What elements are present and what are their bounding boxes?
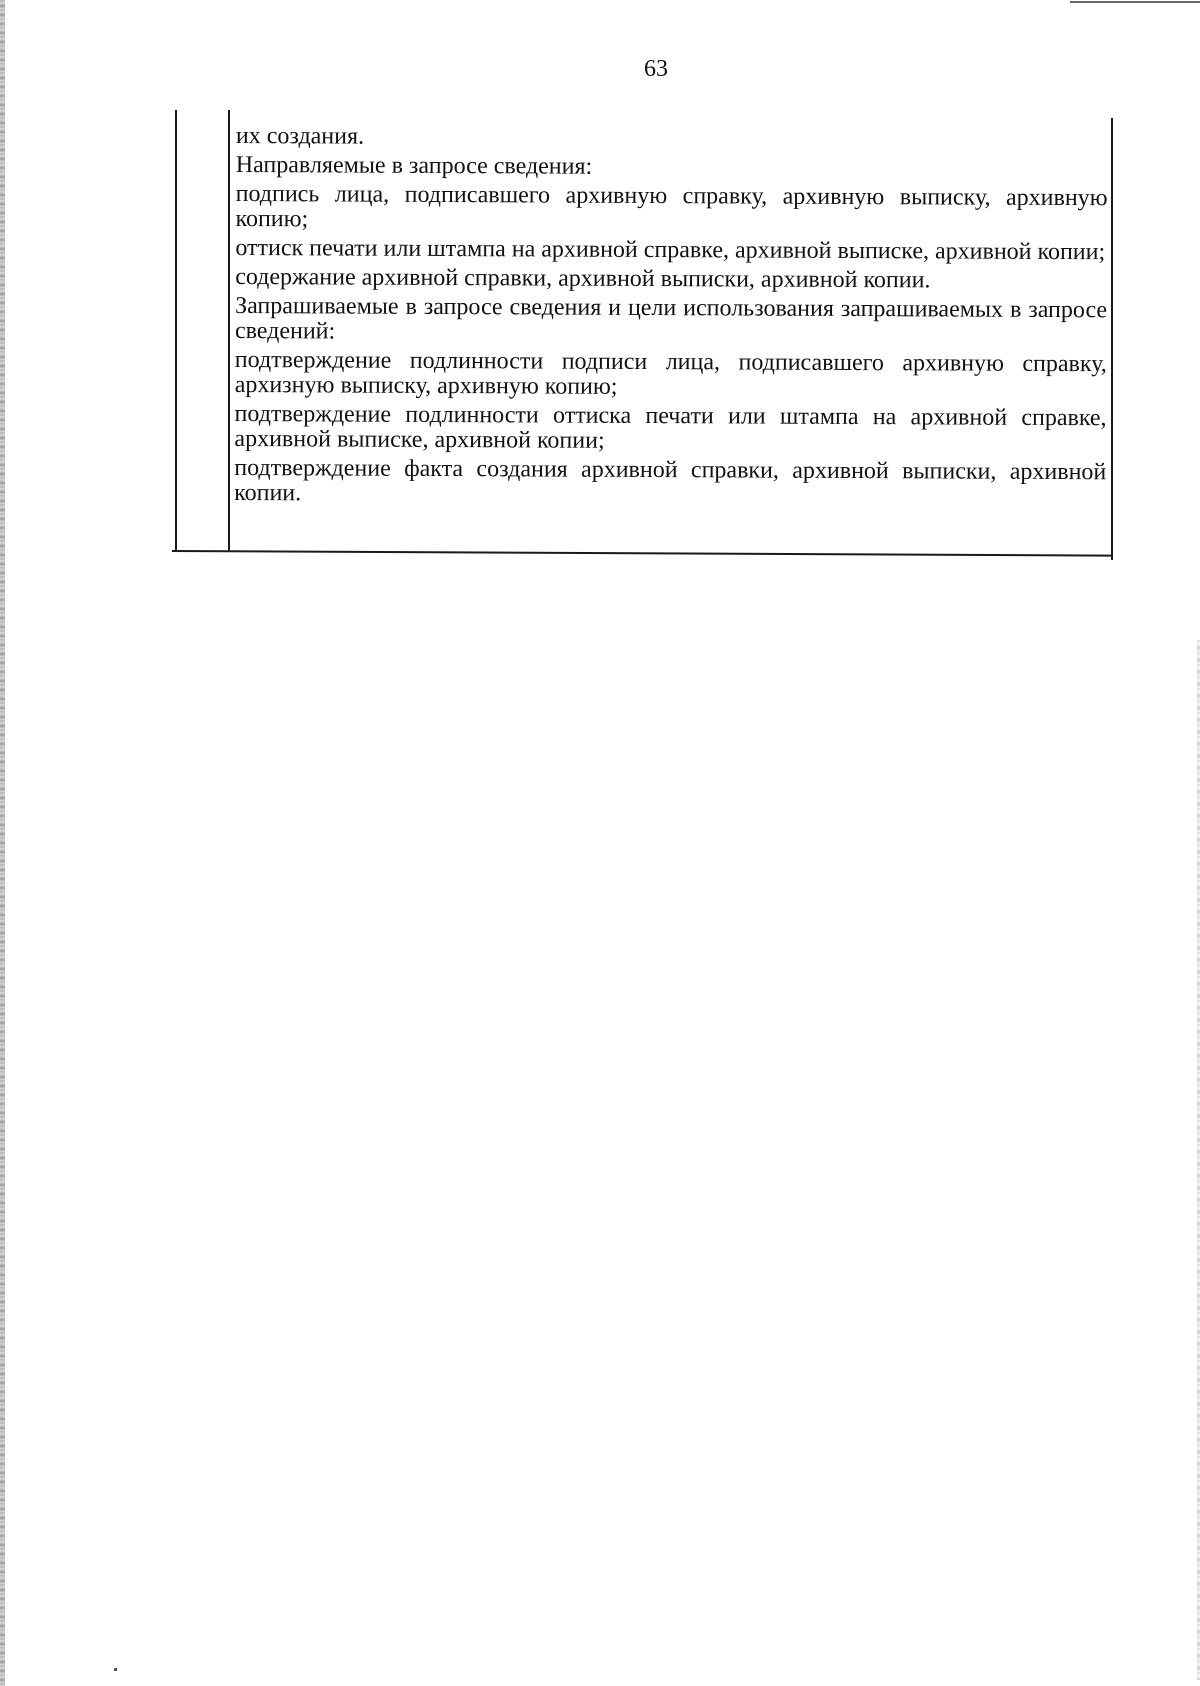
- paragraph-confirm-signature: подтверждение подлинности подписи лица, подписавшего архивную справку, архизную выписку, архивную копию;: [234, 346, 1107, 400]
- paragraph-stamp: оттиск печати или штампа на архивной справке, архивной выписке, архивной копии;: [235, 234, 1106, 266]
- table-border-right: [1111, 118, 1113, 560]
- paragraph-confirm-fact: подтверждение факта создания архивной справки, архивной выписки, архивной копии.: [234, 454, 1107, 507]
- table-border-bottom: [172, 550, 1112, 557]
- scan-speck: [114, 1668, 117, 1671]
- page-number: 63: [644, 56, 668, 82]
- table-border-left: [175, 110, 177, 552]
- paragraph-signature: подпись лица, подписавшего архивную справку, архивную выписку, архивную копию;: [235, 180, 1108, 233]
- scan-top-right-line: [1070, 1, 1200, 3]
- paragraph-content: содержание архивной справки, архивной выписки, архивной копии.: [235, 263, 931, 294]
- paragraph-confirm-stamp: подтверждение подлинности оттиска печати или штампа на архивной справке, архивной выписке, архивной копии;: [234, 400, 1107, 454]
- paragraph-requested-heading: Запрашиваемые в запросе сведения и цели использования запрашиваемых в запросе сведений:: [234, 292, 1108, 345]
- scan-edge-left: [0, 0, 5, 1686]
- paragraph-creation-end: их создания.: [235, 123, 365, 150]
- table-cell-content: [234, 124, 1108, 514]
- table-border-column: [228, 110, 230, 552]
- paragraph-sent-heading: Направляемые в запросе сведения:: [235, 151, 593, 180]
